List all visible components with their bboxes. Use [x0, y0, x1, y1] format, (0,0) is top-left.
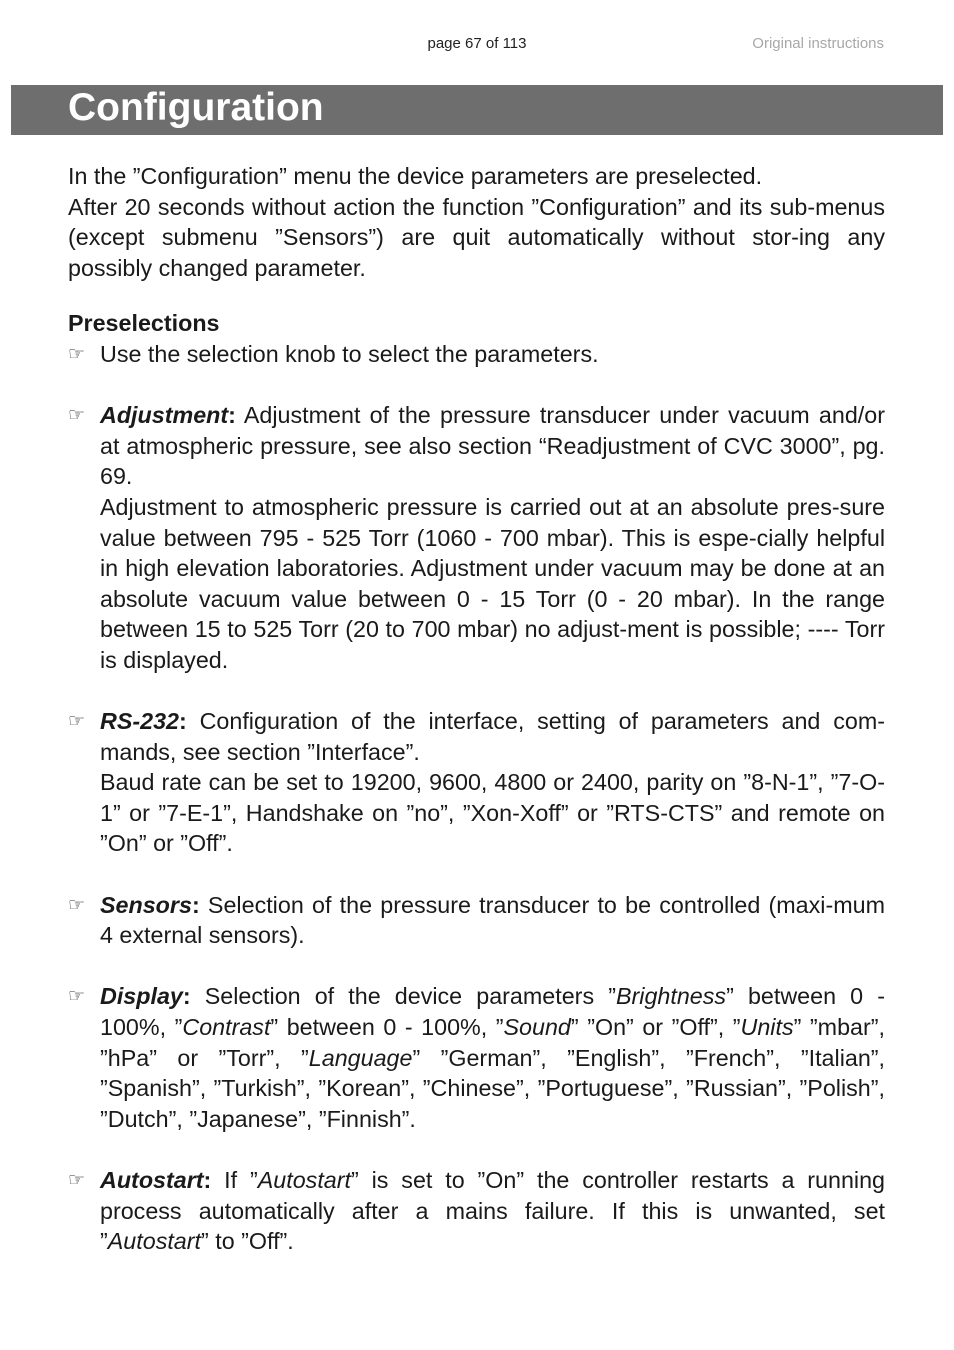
page-content — [68, 161, 885, 1257]
rs232-colon: : — [179, 708, 187, 735]
title-bar — [11, 85, 943, 135]
contrast-term: Contrast — [182, 1014, 271, 1041]
autostart-text-3: ” to ”Off”. — [201, 1228, 294, 1255]
autostart-text-1: If ” — [211, 1167, 258, 1193]
section-heading: Preselections — [68, 310, 220, 337]
autostart-text-2: ” is set to ”On” the controller restarts a running process automatically after a mains failure. If this is unwanted, set ” — [100, 1167, 885, 1255]
intro-line-1: In the ”Configuration” menu the device parameters are preselected. — [68, 163, 763, 189]
display-text-4: ” ”On” or ”Off”, ” — [570, 1014, 741, 1041]
display-text-6: ” ”German”, ”English”, ”French”, ”Italian”, ”Spanish”, ”Turkish”, ”Korean”, ”Chinese”, ”Portuguese”, ”Russian”, ”Polish”, ”Dutch”, ”Japanese”, ”Finnish”. — [100, 1044, 886, 1132]
document-label: Original instructions — [752, 35, 884, 52]
sensors-colon: : — [191, 891, 200, 918]
sound-term: Sound — [503, 1014, 571, 1041]
adjustment-text: Adjustment of the pressure transducer under vacuum and/or at atmospheric pressure, see also section “Readjustment of CVC 3000”, pg. 69. — [100, 402, 885, 490]
autostart-term: Autostart — [100, 1167, 204, 1193]
page-title: Configuration — [68, 86, 324, 129]
list-item-instruction — [68, 339, 885, 370]
display-text-5: ” ”mbar”, ”hPa” or ”Torr”, ” — [100, 1014, 885, 1071]
page-number: page 67 of 113 — [427, 35, 527, 52]
list-item-autostart — [68, 1165, 885, 1257]
display-colon: : — [182, 983, 191, 1010]
list-item-adjustment — [68, 400, 885, 675]
list-item-sensors — [68, 890, 885, 951]
display-text-2: ” between 0 - 100%, ” — [100, 983, 885, 1041]
rs232-text: Configuration of the interface, setting of parameters and com-mands, see section ”Interface”. — [100, 708, 885, 765]
adjustment-colon: : — [228, 402, 236, 429]
rs232-detail: Baud rate can be set to 19200, 9600, 4800 or 2400, parity on ”8-N-1”, ”7-O-1” or ”7-E-1”, Handshake on ”no”, ”Xon-Xoff” or ”RTS-CTS” and remote on ”On” or ”Off”. — [100, 769, 885, 857]
display-term: Display — [100, 983, 183, 1010]
list-item-display — [68, 981, 885, 1134]
sensors-term: Sensors — [100, 891, 192, 918]
rs232-term: RS-232 — [100, 708, 179, 735]
autostart-italic-1: Autostart — [257, 1167, 351, 1193]
units-term: Units — [740, 1014, 794, 1041]
pointing-hand-icon: ☞ — [68, 404, 86, 427]
display-text-3: ” between 0 - 100%, ” — [270, 1014, 504, 1041]
pointing-hand-icon: ☞ — [68, 710, 86, 733]
instruction-text: Use the selection knob to select the parameters. — [100, 340, 599, 367]
language-term: Language — [308, 1044, 413, 1071]
pointing-hand-icon: ☞ — [68, 342, 86, 365]
display-text-1: Selection of the device parameters ” — [190, 983, 616, 1010]
adjustment-term: Adjustment — [100, 402, 229, 429]
pointing-hand-icon: ☞ — [68, 985, 86, 1008]
autostart-italic-2: Autostart — [107, 1228, 201, 1255]
brightness-term: Brightness — [615, 983, 727, 1010]
pointing-hand-icon: ☞ — [68, 893, 86, 916]
pointing-hand-icon: ☞ — [68, 1169, 86, 1191]
intro-paragraph: After 20 seconds without action the function ”Configuration” and its sub-menus (except submenu ”Sensors”) are quit automatically without stor-ing any possibly changed parameter. — [68, 193, 885, 281]
list-item-rs232 — [68, 706, 885, 859]
autostart-colon: : — [203, 1167, 212, 1193]
adjustment-detail: Adjustment to atmospheric pressure is carried out at an absolute pres-sure value between 795 - 525 Torr (1060 - 700 mbar). This is espe-cially helpful in high elevation laboratories. Adjustment under vacuum may be done at an absolute vacuum value between 0 - 15 Torr (0 - 20 mbar). In the range between 15 to 525 Torr (20 to 700 mbar) no adjust-ment is possible; ---- Torr is displayed. — [100, 493, 885, 673]
sensors-text: Selection of the pressure transducer to be controlled (maxi-mum 4 external sensors). — [100, 891, 885, 949]
